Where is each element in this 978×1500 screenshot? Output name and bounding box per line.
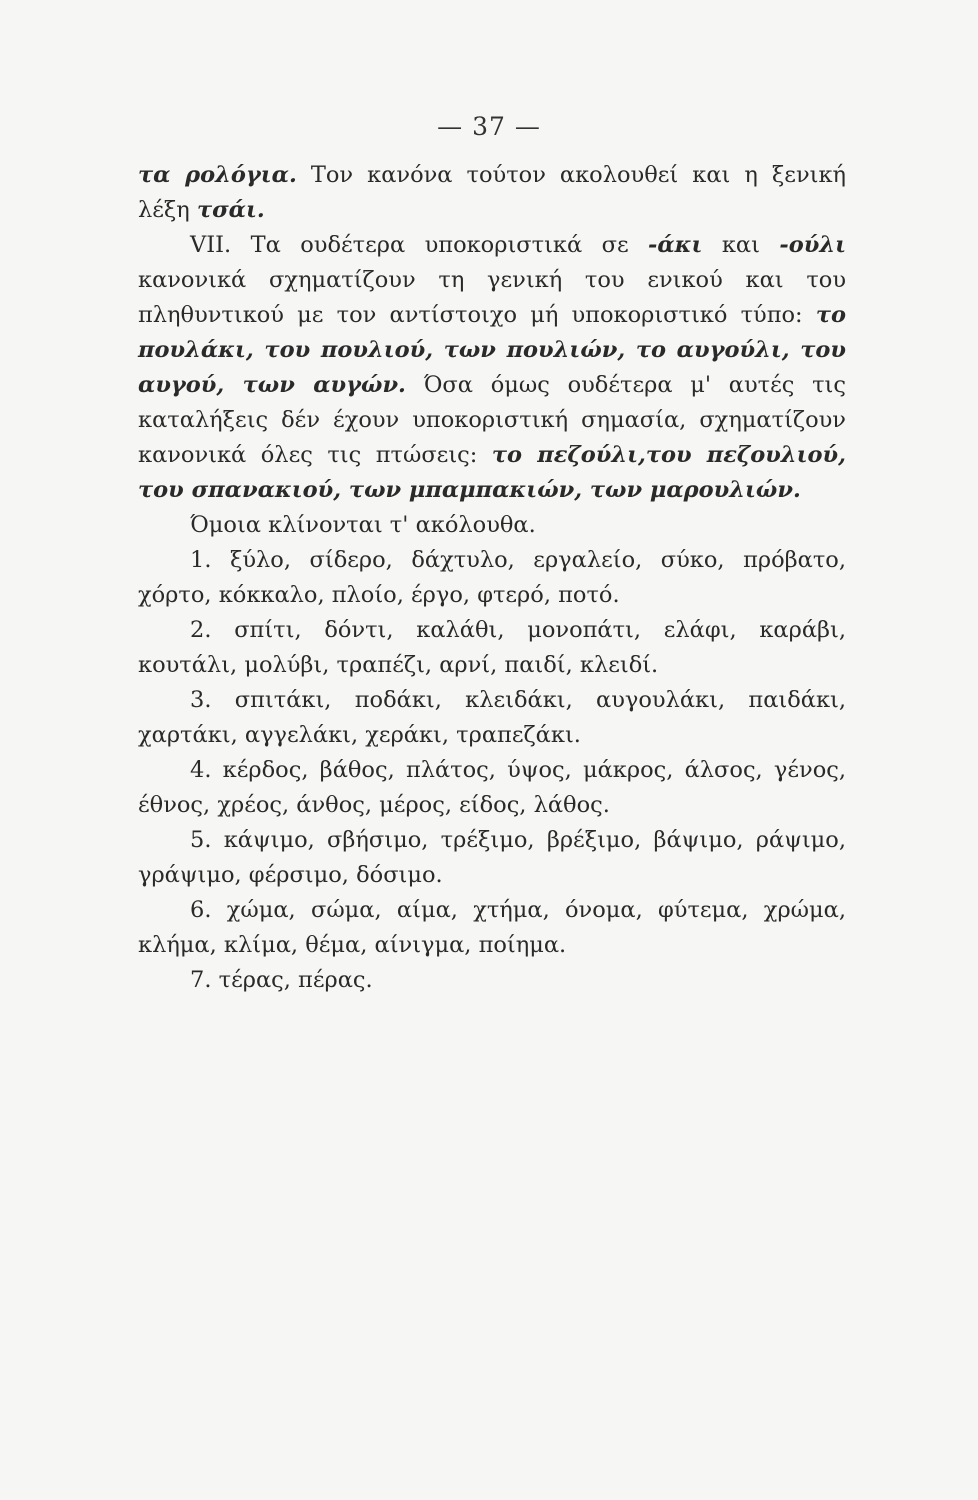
bold-example: το πουλάκι, του πουλιού, των πουλιών, το αυγούλι, του αυγού, των αυγών. [138,302,846,398]
list-item: 3. σπιτάκι, ποδάκι, κλειδάκι, αυγουλάκι, παιδάκι, χαρτάκι, αγγελάκι, χεράκι, τραπεζάκι. [138,687,846,748]
paragraph-continuation [138,158,846,228]
text-run: κανονικά σχηματίζουν τη γενική του ενικού και του πληθυντικού με τον αντίστοιχο μή υποκοριστικό τύπο: [138,267,846,328]
bold-term: -ούλι [779,232,846,258]
list-item: 5. κάψιμο, σβήσιμο, τρέξιμο, βρέξιμο, βάψιμο, ράψιμο, γράψιμο, φέρσιμο, δόσιμο. [138,827,846,888]
bold-term: τσάι. [196,197,265,223]
text-run: και [702,232,780,258]
bold-example: το πεζούλι,του πεζουλιού, του σπανακιού, των μπαμπακιών, των μαρουλιών. [138,442,846,503]
paragraph-similar: Όμοια κλίνονται τ' ακόλουθα. [190,512,536,538]
list-item: 7. τέρας, πέρας. [190,967,373,993]
list-item: 2. σπίτι, δόντι, καλάθι, μονοπάτι, ελάφι, καράβι, κουτάλι, μολύβι, τραπέζι, αρνί, παιδί, κλειδί. [138,617,846,678]
text-run: VII. Τα ουδέτερα υποκοριστικά σε [190,232,649,258]
bold-term: -άκι [648,232,703,258]
list-item: 4. κέρδος, βάθος, πλάτος, ύψος, μάκρος, άλσος, γένος, έθνος, χρέος, άνθος, μέρος, είδος, λάθος. [138,757,846,818]
list-item: 1. ξύλο, σίδερο, δάχτυλο, εργαλείο, σύκο, πρόβατο, χόρτο, κόκκαλο, πλοίο, έργο, φτερό, ποτό. [138,547,846,608]
page-number: — 37 — [437,112,541,141]
bold-term: τα ρολόγια. [138,162,297,188]
text-run: Τον κανόνα τούτον ακολουθεί και η ξενική λέξη [138,162,846,223]
body-text [138,158,846,998]
paragraph-rule-vii [138,228,846,508]
text-run: Όσα όμως ουδέτερα μ' αυτές τις καταλήξεις δέν έχουν υποκοριστική σημασία, σχηματίζουν κανονικά όλες τις πτώσεις: [138,372,846,468]
list-item: 6. χώμα, σώμα, αίμα, χτήμα, όνομα, φύτεμα, χρώμα, κλήμα, κλίμα, θέμα, αίνιγμα, ποίημα. [138,897,846,958]
